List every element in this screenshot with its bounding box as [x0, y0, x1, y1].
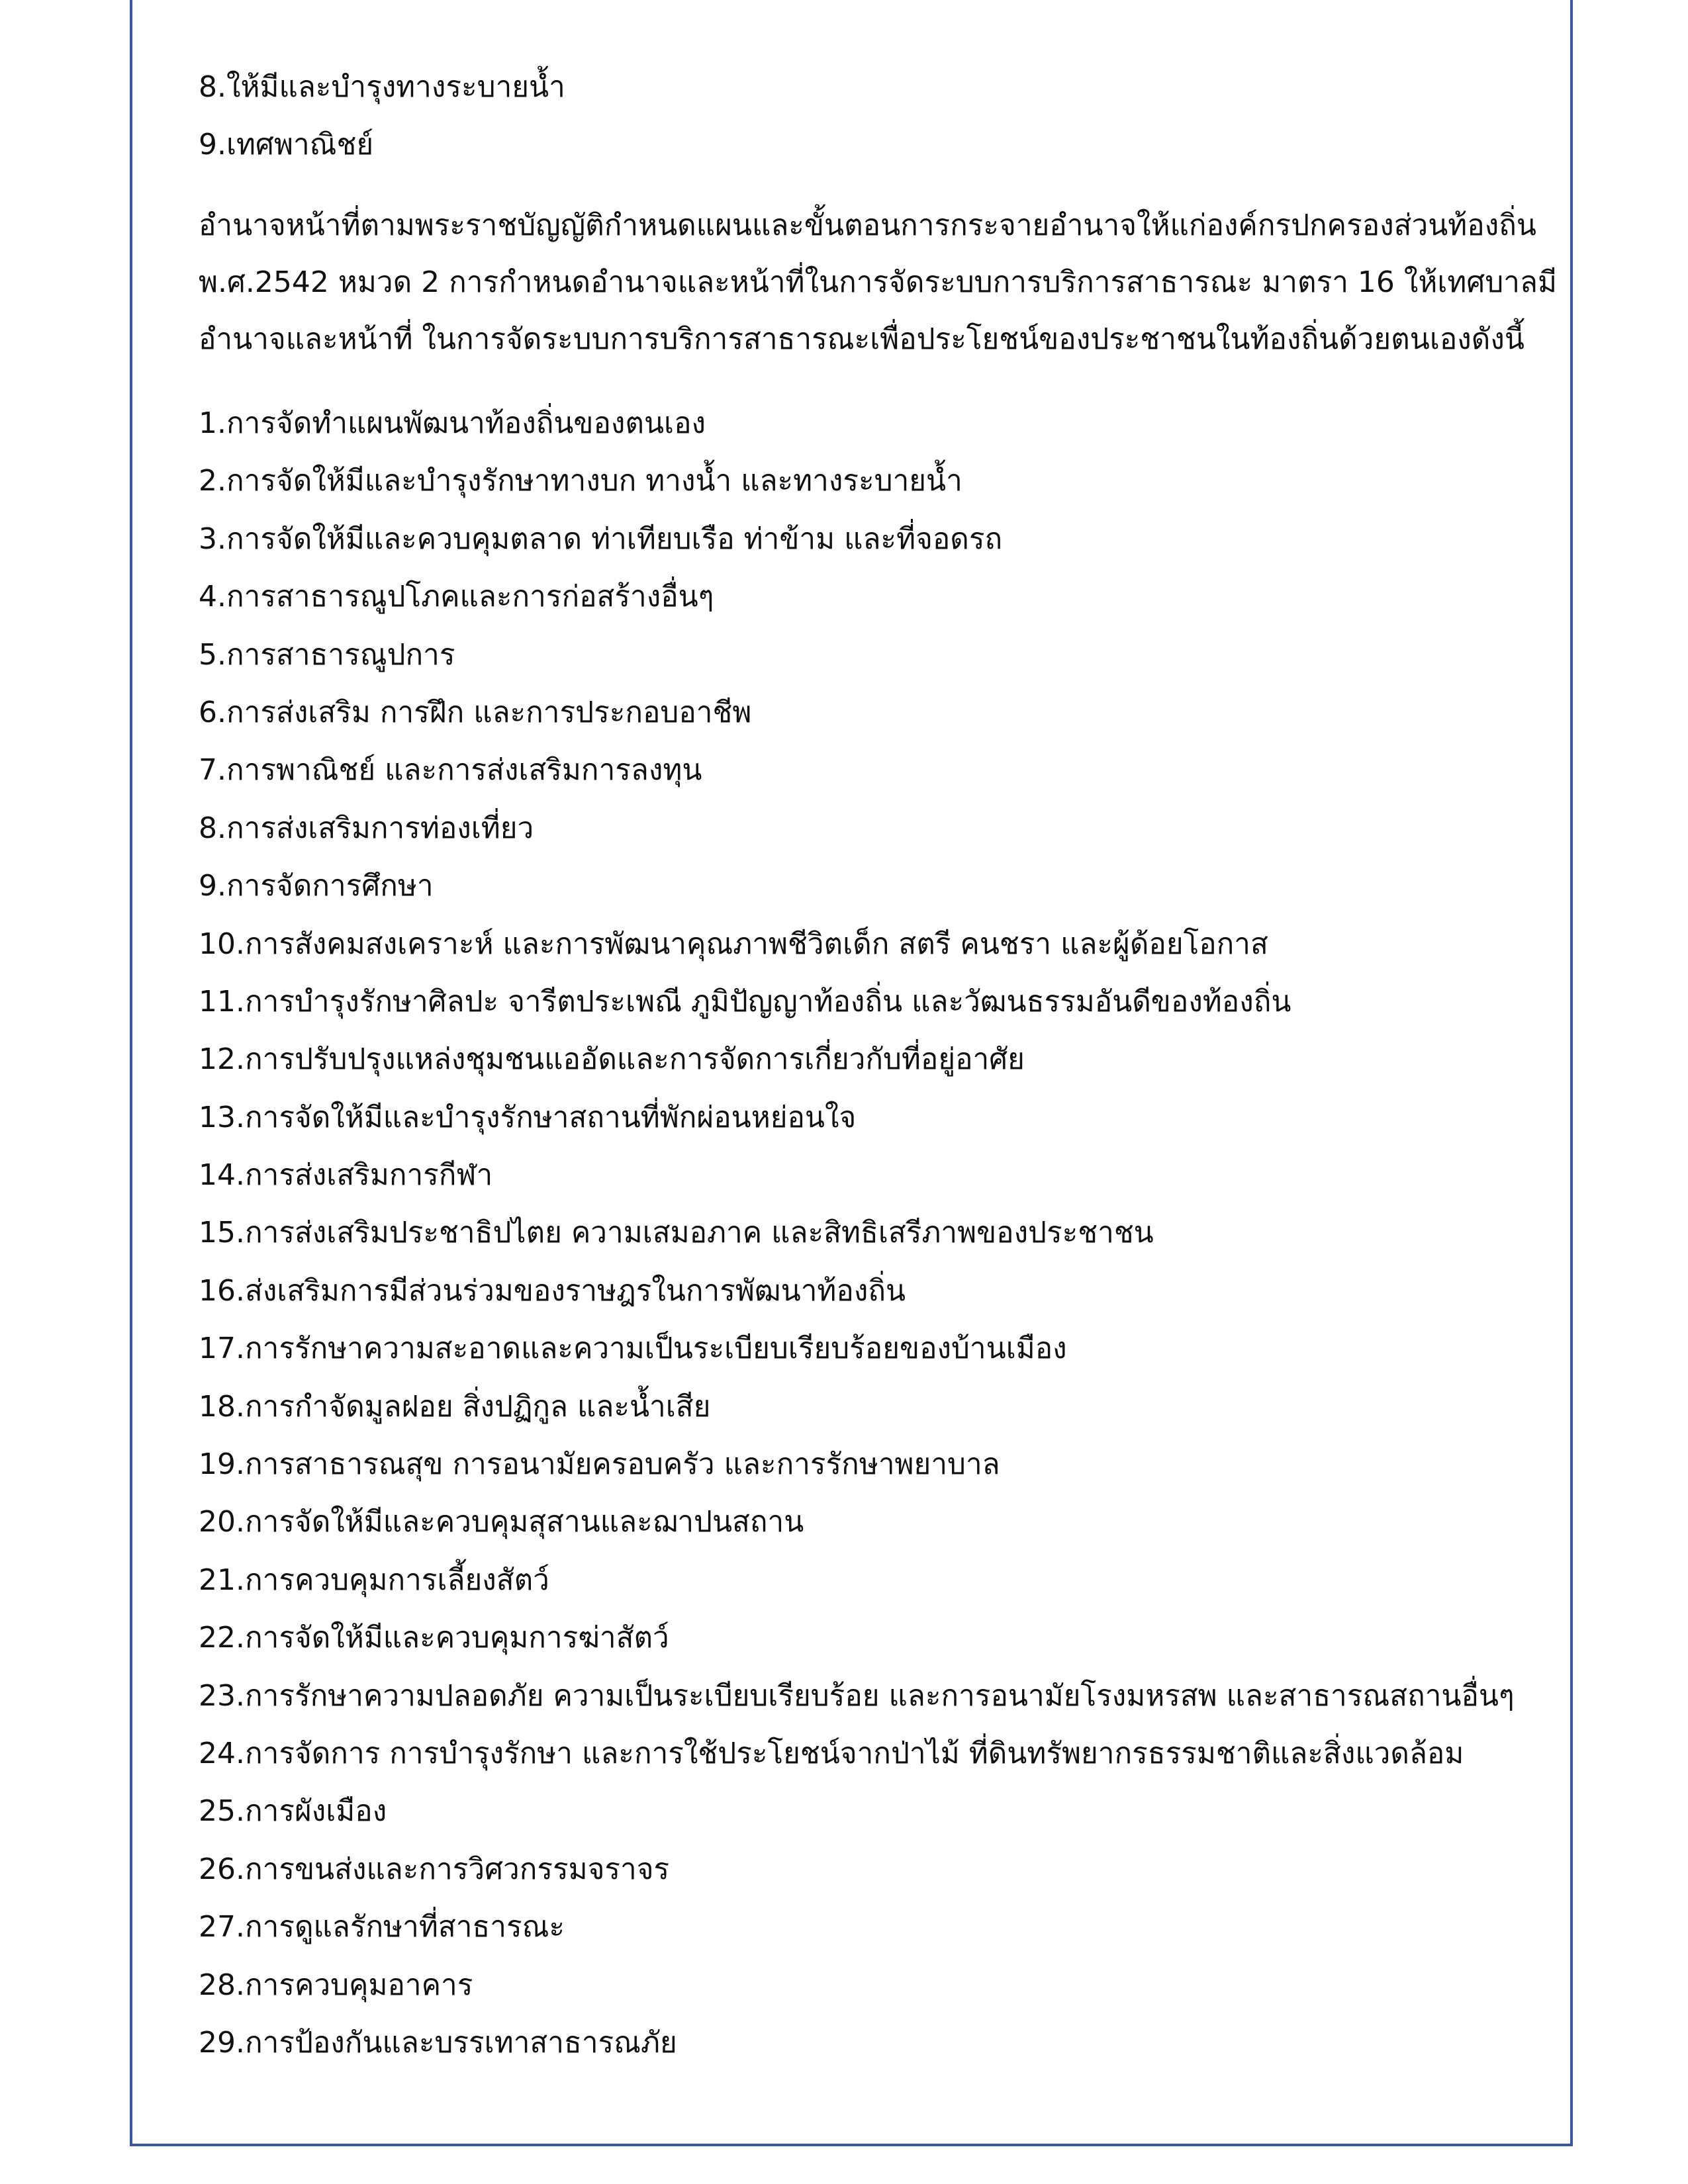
- list-item: 8.การส่งเสริมการท่องเที่ยว: [199, 811, 534, 845]
- list-item: 26.การขนส่งและการวิศวกรรมจราจร: [199, 1852, 670, 1886]
- list-item: 8.ให้มีและบำรุงทางระบายน้ำ: [199, 70, 565, 104]
- paragraph-line: อำนาจและหน้าที่ ในการจัดระบบการบริการสาธารณะเพื่อประโยชน์ของประชาชนในท้องถิ่นด้วยตนเองดังนี้: [199, 322, 1524, 356]
- list-item: 13.การจัดให้มีและบำรุงรักษาสถานที่พักผ่อนหย่อนใจ: [199, 1100, 857, 1134]
- document-content: [199, 0, 1557, 2071]
- list-item: 5.การสาธารณูปการ: [199, 637, 455, 672]
- list-item: 20.การจัดให้มีและควบคุมสุสานและฌาปนสถาน: [199, 1505, 804, 1539]
- public-service-duty-list: [199, 394, 1515, 2071]
- list-item: 17.การรักษาความสะอาดและความเป็นระเบียบเรียบร้อยของบ้านเมือง: [199, 1332, 1067, 1366]
- list-item: 28.การควบคุมอาคาร: [199, 1968, 473, 2002]
- list-item: 21.การควบคุมการเลี้ยงสัตว์: [199, 1563, 549, 1597]
- list-item: 23.การรักษาความปลอดภัย ความเป็นระเบียบเรียบร้อย และการอนามัยโรงมหรสพ และสาธารณสถานอื่นๆ: [199, 1678, 1515, 1713]
- continued-duty-list: [199, 58, 1509, 173]
- list-item: 27.การดูแลรักษาที่สาธารณะ: [199, 1910, 565, 1944]
- list-item: 15.การส่งเสริมประชาธิปไตย ความเสมอภาค และสิทธิเสรีภาพของประชาชน: [199, 1216, 1154, 1250]
- list-item: 2.การจัดให้มีและบำรุงรักษาทางบก ทางน้ำ และทางระบายน้ำ: [199, 464, 962, 498]
- list-item: 4.การสาธารณูปโภคและการก่อสร้างอื่นๆ: [199, 580, 714, 614]
- list-item: 24.การจัดการ การบำรุงรักษา และการใช้ประโยชน์จากป่าไม้ ที่ดินทรัพยากรธรรมชาติและสิ่งแวดล้อม: [199, 1736, 1464, 1770]
- list-item: 16.ส่งเสริมการมีส่วนร่วมของราษฎรในการพัฒนาท้องถิ่น: [199, 1273, 906, 1308]
- list-item: 12.การปรับปรุงแหล่งชุมชนแออัดและการจัดการเกี่ยวกับที่อยู่อาศัย: [199, 1042, 1025, 1077]
- paragraph-line: พ.ศ.2542 หมวด 2 การกำหนดอำนาจและหน้าที่ในการจัดระบบการบริการสาธารณะ มาตรา 16 ให้เทศบาลมี: [199, 265, 1557, 299]
- list-item: 9.การจัดการศึกษา: [199, 869, 434, 903]
- list-item: 18.การกำจัดมูลฝอย สิ่งปฏิกูล และน้ำเสีย: [199, 1389, 711, 1424]
- list-item: 1.การจัดทำแผนพัฒนาท้องถิ่นของตนเอง: [199, 406, 706, 440]
- list-item: 22.การจัดให้มีและควบคุมการฆ่าสัตว์: [199, 1621, 669, 1655]
- list-item: 11.การบำรุงรักษาศิลปะ จารีตประเพณี ภูมิปัญญาท้องถิ่น และวัฒนธรรมอันดีของท้องถิ่น: [199, 984, 1291, 1019]
- list-item: 9.เทศพาณิชย์: [199, 128, 374, 161]
- list-item: 6.การส่งเสริม การฝึก และการประกอบอาชีพ: [199, 695, 752, 729]
- list-item: 19.การสาธารณสุข การอนามัยครอบครัว และการรักษาพยาบาล: [199, 1447, 1000, 1482]
- list-item: 7.การพาณิชย์ และการส่งเสริมการลงทุน: [199, 753, 702, 788]
- list-item: 25.การผังเมือง: [199, 1794, 387, 1829]
- paragraph-line: อำนาจหน้าที่ตามพระราชบัญญัติกำหนดแผนและขั้นตอนการกระจายอำนาจให้แก่องค์กรปกครองส่วนท้องถิ่น: [199, 208, 1536, 242]
- authority-paragraph: [199, 197, 1557, 368]
- list-item: 29.การป้องกันและบรรเทาสาธารณภัย: [199, 2025, 677, 2060]
- list-item: 14.การส่งเสริมการกีฬา: [199, 1158, 493, 1193]
- list-item: 10.การสังคมสงเคราะห์ และการพัฒนาคุณภาพชีวิตเด็ก สตรี คนชรา และผู้ด้อยโอกาส: [199, 927, 1268, 961]
- list-item: 3.การจัดให้มีและควบคุมตลาด ท่าเทียบเรือ ท่าข้าม และที่จอดรถ: [199, 522, 1003, 556]
